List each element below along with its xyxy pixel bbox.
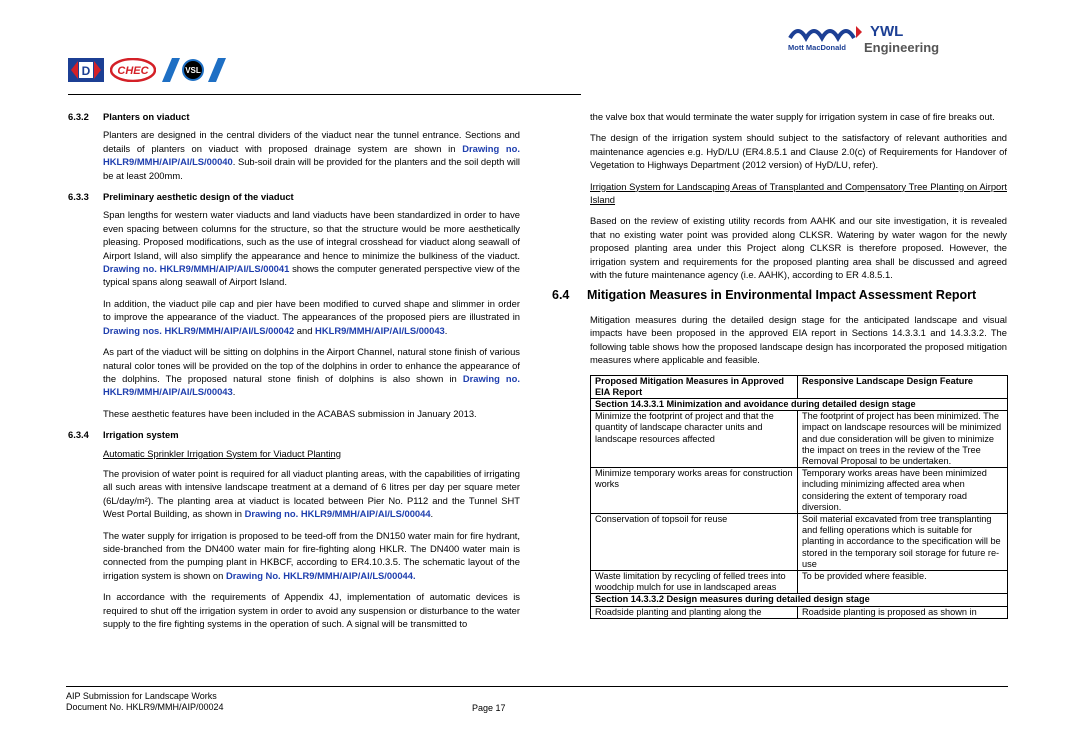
svg-text:CHEC: CHEC [117, 65, 149, 77]
table-row [591, 570, 1008, 593]
table-cell: To be provided where feasible. [798, 570, 1008, 593]
left-column [68, 110, 520, 638]
section-6-4-heading [552, 289, 1007, 302]
table-section-cell: Section 14.3.3.2 Design measures during detailed design stage [591, 594, 1008, 606]
table-cell: Temporary works areas have been minimized including minimizing affected area when considering the extent of temporary road diversion. [798, 468, 1008, 514]
table-header-cell: Proposed Mitigation Measures in Approved EIA Report [591, 375, 798, 398]
table-cell: Minimize temporary works areas for construction works [591, 468, 798, 514]
right-column [552, 110, 1007, 619]
table-section-cell: Section 14.3.3.1 Minimization and avoidance during detailed design stage [591, 398, 1008, 410]
header-rule [68, 94, 581, 95]
paragraph: the valve box that would terminate the water supply for irrigation system in case of fire breaks out. [590, 111, 995, 122]
subheading: Automatic Sprinkler Irrigation System for Viaduct Planting [103, 447, 341, 459]
paragraph: The design of the irrigation system should subject to the satisfactory of relevant authorities and maintenance agencies e.g. HyD/LU (ER4.8.5.1 and Clause 2.0(c) of Requirements for Handover of Vegetation to Highways Department (2012 version) of HyD/LU, refer). [590, 132, 1007, 171]
section-number: 6.3.2 [68, 111, 89, 122]
subheading: Irrigation System for Landscaping Areas of Transplanted and Compensatory Tree Planting on Airport Island [590, 180, 1007, 206]
logo-mott-macdonald-ywl [786, 20, 961, 58]
logo-d [68, 58, 104, 82]
paragraph: In addition, the viaduct pile cap and pier have been modified to curved shape and slimmer in order to improve the appearance of the viaduct. The appearances of the proposed piers are illustrated in Drawing nos. HKLR9/MMH/AIP/AI/LS/00042 and HKLR9/MMH/AIP/AI/LS/00043. [103, 297, 520, 336]
mitigation-table [590, 375, 1008, 619]
drawing-ref: Drawing no. HKLR9/MMH/AIP/AI/LS/00044 [244, 508, 431, 520]
footer-title: AIP Submission for Landscape Works [66, 691, 217, 701]
paragraph: Span lengths for western water viaducts and land viaducts have been standardized in order to have even spacing between columns for the structure, so that the structure would be more aesthetically pleasing. Proposed modifications, such as the use of integral crosshead for viaduct along seawall of Airport Island, will also simplify the appearance and hence to minimize the bulkiness of the viaduct. Drawing no. HKLR9/MMH/AIP/AI/LS/00041 shows the computer generated perspective view of the typical spans along seawall of Airport Island. [103, 209, 521, 288]
paragraph: In accordance with the requirements of Appendix 4J, implementation of automatic devices is required to shut off the irrigation system in order to avoid any suspension or disturbance to the water supply to the fire fighting systems in the operation of such. A signal will be transmitted to [103, 591, 520, 629]
logo-chec [110, 58, 156, 82]
section-6-3-3-heading [68, 190, 520, 203]
table-cell: Roadside planting is proposed as shown in [798, 606, 1008, 618]
drawing-ref: Drawing no. HKLR9/MMH/AIP/AI/LS/00041 [103, 263, 290, 275]
table-cell: Conservation of topsoil for reuse [591, 513, 798, 570]
paragraph: The water supply for irrigation is proposed to be teed-off from the DN150 water main for fire hydrant, side-branched from the DN400 water main for fire-fighting along HKLR. The DN400 water main is connected from the pumping plant in HKBCF, according to ER4.10.3.5. The schematic layout of the irrigation system is shown on Drawing No. HKLR9/MMH/AIP/AI/LS/00044. [103, 529, 520, 581]
drawing-ref: HKLR9/MMH/AIP/AI/LS/00043 [315, 324, 445, 336]
table-header-cell: Responsive Landscape Design Feature [798, 375, 1008, 398]
table-row [591, 513, 1008, 570]
paragraph: As part of the viaduct will be sitting on dolphins in the Airport Channel, natural stone finish of various natural color tones will be provided on the top of the dolphins in order to enhance the appearance of the dolphins. The proposed natural stone finish of dolphins is also shown in Drawing no. HKLR9/MMH/AIP/AI/LS/00043. [103, 346, 520, 398]
svg-text:VSL: VSL [185, 66, 201, 75]
table-header-row [591, 375, 1008, 398]
table-cell: Waste limitation by recycling of felled trees into woodchip mulch for use in landscaped areas [591, 570, 798, 593]
drawing-ref: Drawing nos. HKLR9/MMH/AIP/AI/LS/00042 [103, 324, 295, 336]
section-6-3-2-heading [68, 110, 520, 123]
section-number: 6.3.4 [68, 429, 89, 441]
drawing-ref: Drawing no. HKLR9/MMH/AIP/AI/LS/00043 [103, 372, 520, 398]
drawing-ref: Drawing no. HKLR9/MMH/AIP/AI/LS/00040 [103, 142, 520, 168]
paragraph: Mitigation measures during the detailed design stage for the anticipated landscape and visual impacts have been proposed in the approved EIA report in Sections 14.3.3.1 and 14.3.3.2. The following table shows how the proposed landscape design has incorporated the proposed mitigation measures where applicable and feasible. [590, 313, 1007, 366]
table-cell: Minimize the footprint of project and that the quantity of landscape character units and landscape resources affected [591, 411, 798, 468]
table-cell: Soil material excavated from tree transplanting and felling operations which is suitable for planting in accordance to the specification will be stored in the temporary soil storage for future re-use [798, 513, 1008, 570]
paragraph: Based on the review of existing utility records from AAHK and our site investigation, it is revealed that no existing water point was provided along CLKSR. Watering by water wagon for the newly proposed planting area under this Project along CLKSR is therefore proposed. However, the irrigation system and requirements for the proposed planting area shall be discussed and agreed with the future maintenance agency (i.e. AAHK), according to ER 4.8.5.1. [590, 215, 1007, 281]
footer [66, 691, 224, 713]
footer-rule [66, 686, 1008, 687]
table-section-row [591, 594, 1008, 606]
section-title: Planters on viaduct [103, 111, 190, 122]
svg-text:Engineering: Engineering [864, 40, 940, 55]
paragraph: These aesthetic features have been included in the ACABAS submission in January 2013. [103, 407, 477, 419]
table-row [591, 468, 1008, 514]
table-row [591, 606, 1008, 618]
table-cell: Roadside planting and planting along the [591, 606, 798, 618]
table-section-row [591, 398, 1008, 410]
table-cell: The footprint of project has been minimized. The impact on landscape resources will be minimized and due consideration will be given to minimize the impact on trees in the review of the Tree Removal Proposal to be undertaken. [798, 411, 1008, 468]
section-title: Irrigation system [103, 429, 179, 441]
logo-vsl [162, 58, 226, 82]
section-6-3-4-heading [68, 428, 520, 441]
contractor-logos [68, 58, 226, 82]
drawing-ref: Drawing No. HKLR9/MMH/AIP/AI/LS/00044. [225, 569, 416, 581]
footer-doc-number: Document No. HKLR9/MMH/AIP/00024 [66, 702, 224, 712]
svg-text:D: D [81, 64, 91, 78]
section-title: Preliminary aesthetic design of the viaduct [103, 191, 294, 203]
table-row [591, 411, 1008, 468]
section-number: 6.4 [552, 288, 570, 303]
paragraph: The provision of water point is required for all viaduct planting areas, with the capabilities of irrigating all such areas with intensive landscape treatment at a demand of 6 litres per day per square meter (6L/day/m²). The planting area at viaduct is located between Pier No. P112 and the Tunnel SHT West Portal Building, as shown in Drawing no. HKLR9/MMH/AIP/AI/LS/00044. [103, 467, 520, 520]
section-title: Mitigation Measures in Environmental Impact Assessment Report [587, 288, 977, 303]
paragraph: Planters are designed in the central dividers of the viaduct near the tunnel entrance. Sections and details of planters on viaduct with proposed drainage system are shown in Drawing no. HKLR9/MMH/AIP/AI/LS/00040. Sub-soil drain will be provided for the planters and the soil depth will be at least 200mm. [103, 129, 520, 181]
page-number: Page 17 [472, 703, 506, 713]
svg-text:YWL: YWL [870, 23, 904, 40]
section-number: 6.3.3 [68, 191, 89, 203]
svg-text:Mott MacDonald: Mott MacDonald [788, 43, 846, 52]
